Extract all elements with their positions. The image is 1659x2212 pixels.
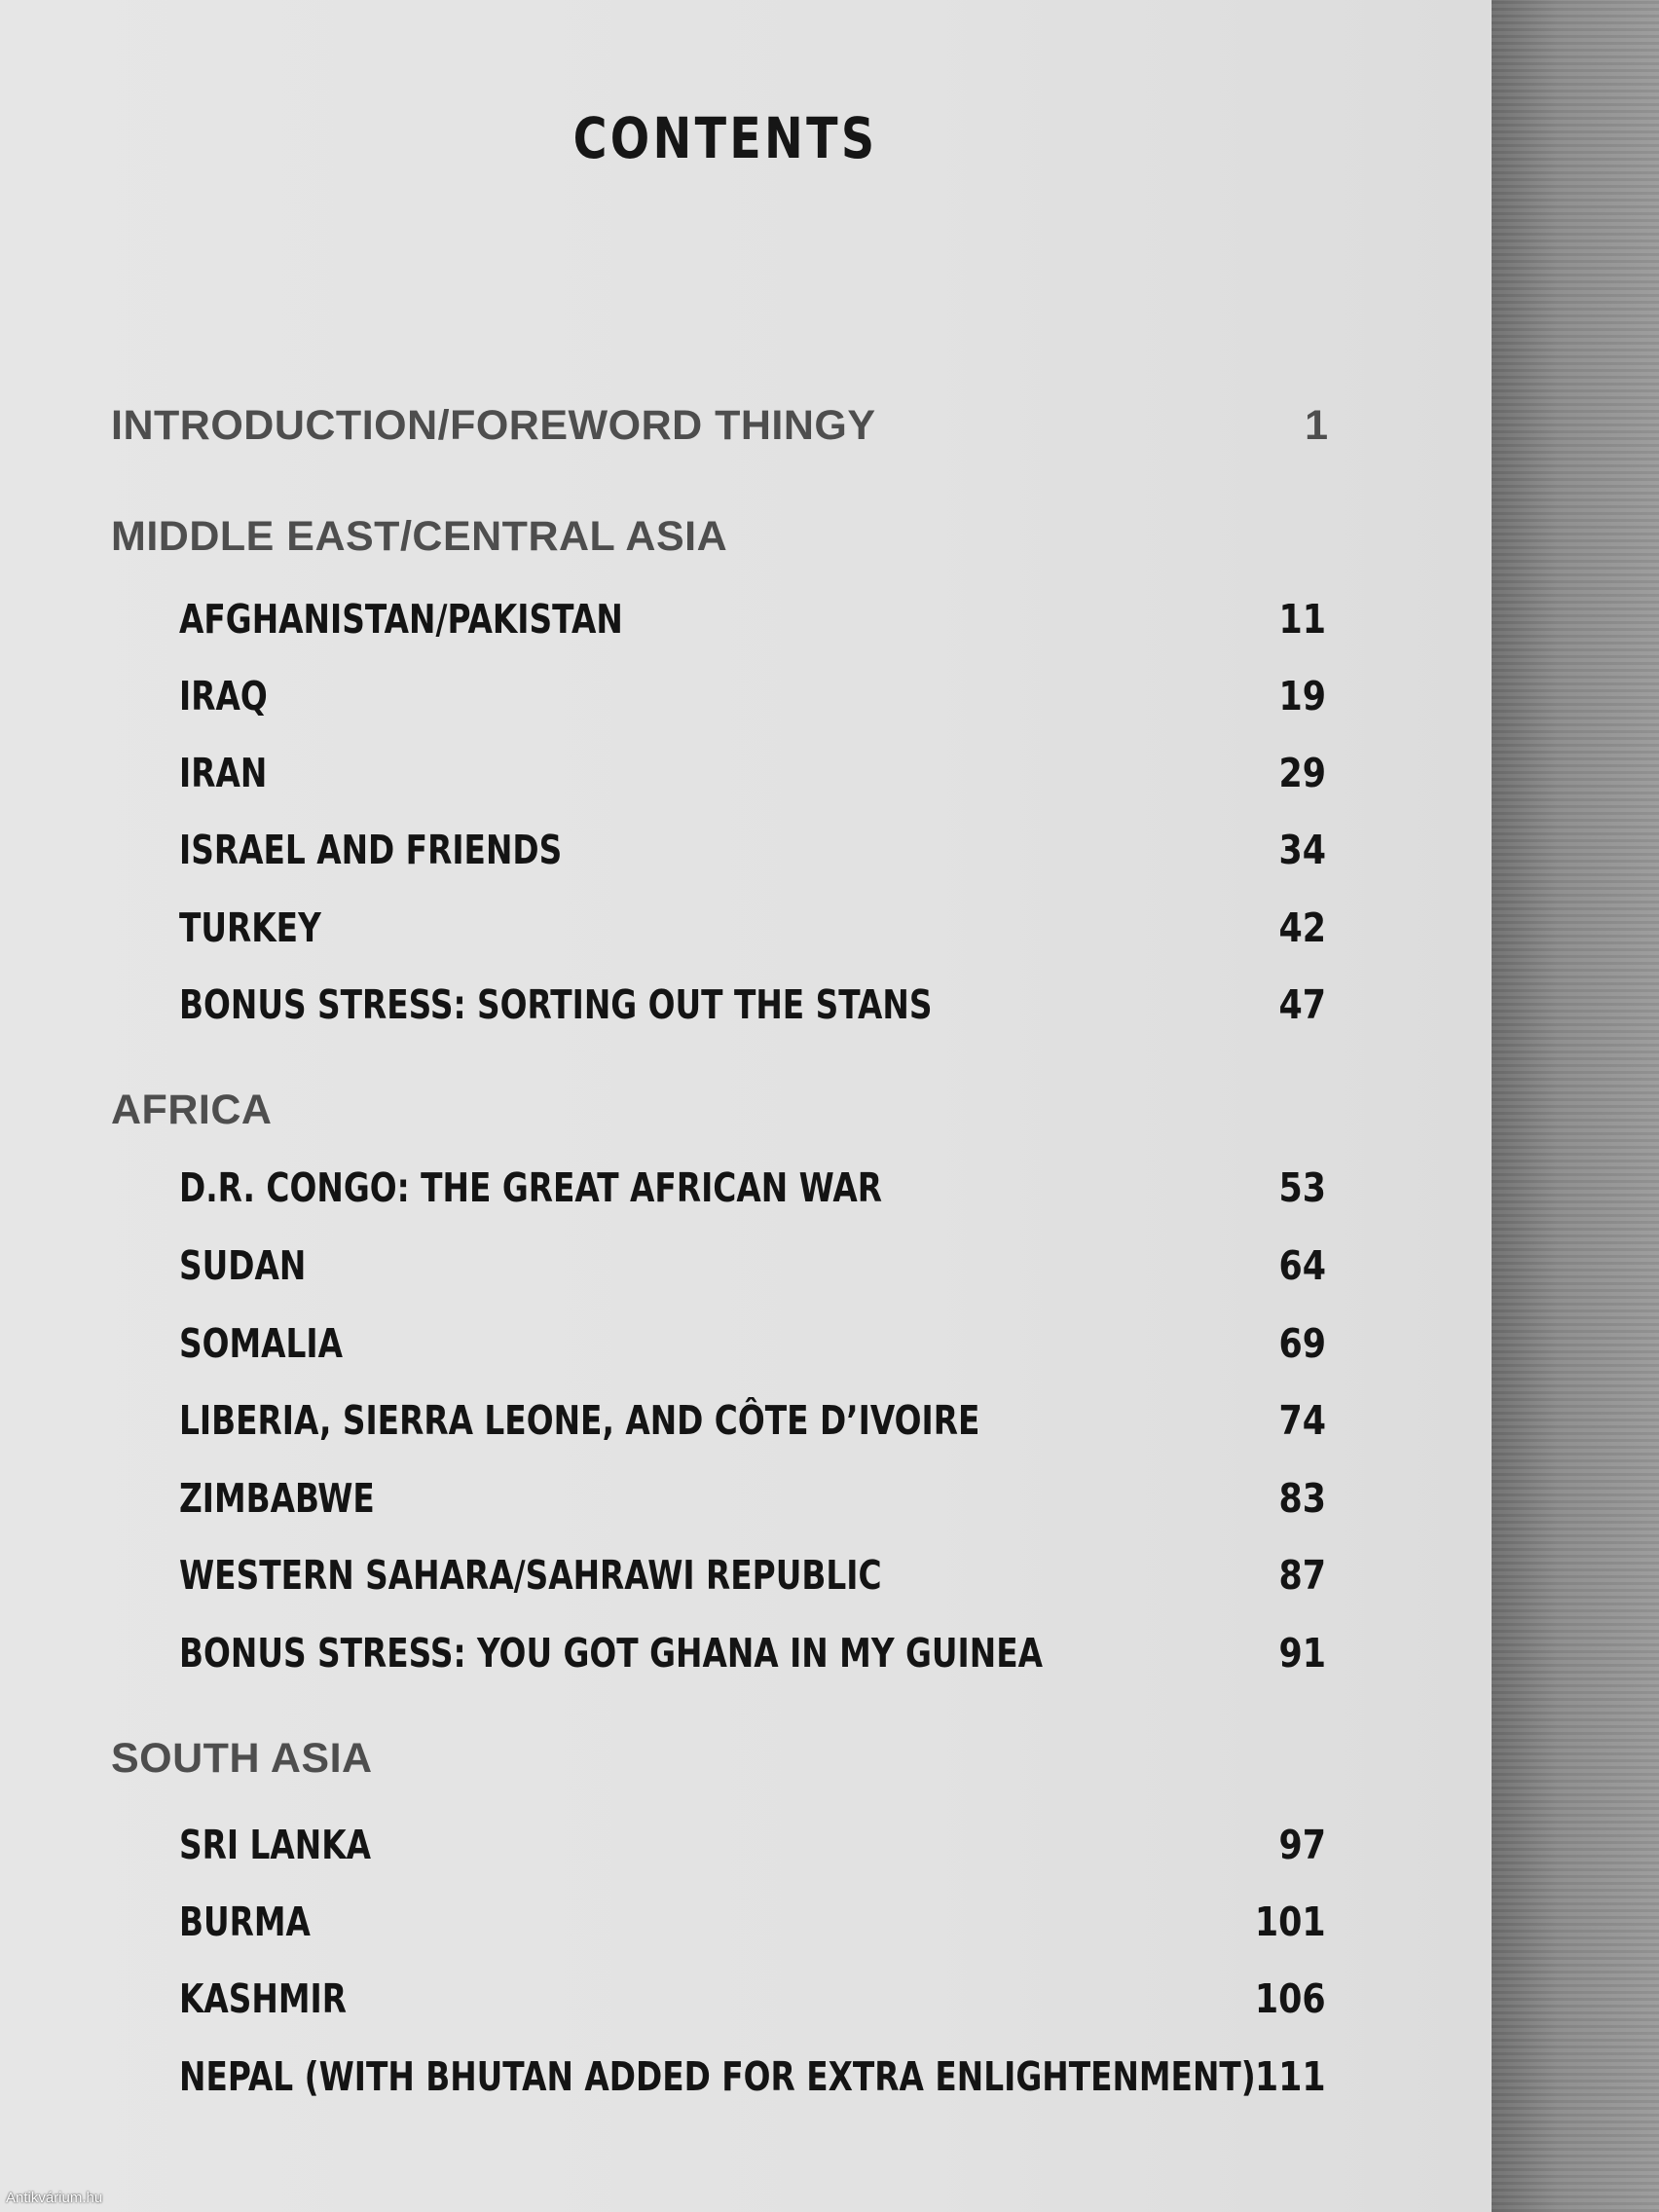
toc-entry bbox=[0, 981, 1492, 1040]
toc-entry-title: NEPAL (WITH BHUTAN ADDED FOR EXTRA ENLIGHTENMENT) bbox=[179, 2053, 1256, 2100]
watermark: Antikvárium.hu bbox=[6, 2190, 103, 2206]
toc-entry bbox=[0, 673, 1492, 731]
toc-entry bbox=[0, 1475, 1492, 1533]
toc-section bbox=[0, 402, 1492, 461]
toc-page-number: 91 bbox=[1278, 1630, 1326, 1677]
toc-entry-title: IRAQ bbox=[179, 673, 268, 719]
toc-entry bbox=[0, 1822, 1492, 1880]
toc-page-number: 53 bbox=[1278, 1164, 1326, 1211]
toc-entry-title: ZIMBABWE bbox=[179, 1475, 375, 1522]
toc-page-number: 87 bbox=[1278, 1552, 1326, 1599]
toc-page-number: 83 bbox=[1278, 1475, 1326, 1522]
toc-entry bbox=[0, 904, 1492, 963]
toc-entry bbox=[0, 1552, 1492, 1610]
toc-section bbox=[0, 513, 1492, 571]
toc-page-number: 111 bbox=[1255, 2053, 1326, 2100]
toc-entry bbox=[0, 827, 1492, 885]
toc-entry bbox=[0, 1397, 1492, 1456]
toc-entry bbox=[0, 1242, 1492, 1301]
toc-page-number: 19 bbox=[1278, 673, 1326, 719]
toc-entry-title: BONUS STRESS: SORTING OUT THE STANS bbox=[179, 981, 933, 1028]
toc-page-number: 97 bbox=[1278, 1822, 1326, 1868]
toc-entry bbox=[0, 1164, 1492, 1223]
toc-entry-title: BONUS STRESS: YOU GOT GHANA IN MY GUINEA bbox=[179, 1630, 1043, 1677]
page-title: CONTENTS bbox=[572, 105, 878, 171]
toc-page-number: 1 bbox=[1305, 402, 1328, 449]
toc-entry bbox=[0, 1899, 1492, 1957]
toc-entry-title: IRAN bbox=[179, 750, 268, 796]
toc-page-number: 106 bbox=[1255, 1975, 1326, 2022]
book-page-edge bbox=[1492, 0, 1659, 2212]
toc-entry-title: ISRAEL AND FRIENDS bbox=[179, 827, 563, 873]
toc-entry bbox=[0, 1975, 1492, 2034]
toc-entry-title: SOMALIA bbox=[179, 1320, 344, 1367]
toc-entry bbox=[0, 1630, 1492, 1688]
toc-page-number: 47 bbox=[1278, 981, 1326, 1028]
toc-entry bbox=[0, 1320, 1492, 1379]
toc-section-title: INTRODUCTION/FOREWORD THINGY bbox=[111, 402, 876, 449]
toc-entry bbox=[0, 2053, 1492, 2112]
toc-page-number: 29 bbox=[1278, 750, 1326, 796]
toc-page-number: 101 bbox=[1255, 1899, 1326, 1945]
toc-page-number: 34 bbox=[1278, 827, 1326, 873]
toc-section bbox=[0, 1735, 1492, 1793]
toc-section-title: SOUTH ASIA bbox=[111, 1735, 373, 1782]
toc-entry-title: AFGHANISTAN/PAKISTAN bbox=[179, 596, 623, 643]
toc-entry-title: D.R. CONGO: THE GREAT AFRICAN WAR bbox=[179, 1164, 882, 1211]
toc-section-title: MIDDLE EAST/CENTRAL ASIA bbox=[111, 513, 728, 560]
toc-page-number: 42 bbox=[1278, 904, 1326, 951]
toc-page-number: 11 bbox=[1278, 596, 1326, 643]
toc-entry-title: KASHMIR bbox=[179, 1975, 347, 2022]
toc-entry-title: BURMA bbox=[179, 1899, 311, 1945]
toc-section-title: AFRICA bbox=[111, 1087, 273, 1133]
toc-page-number: 74 bbox=[1278, 1397, 1326, 1444]
toc-entry-title: LIBERIA, SIERRA LEONE, AND CÔTE D’IVOIRE bbox=[179, 1397, 980, 1444]
toc-entry bbox=[0, 750, 1492, 808]
toc-entry-title: WESTERN SAHARA/SAHRAWI REPUBLIC bbox=[179, 1552, 882, 1599]
toc-entry-title: SUDAN bbox=[179, 1242, 307, 1289]
toc-entry-title: SRI LANKA bbox=[179, 1822, 372, 1868]
toc-section bbox=[0, 1087, 1492, 1145]
toc-page-number: 69 bbox=[1278, 1320, 1326, 1367]
toc-page-number: 64 bbox=[1278, 1242, 1326, 1289]
toc-entry bbox=[0, 596, 1492, 654]
toc-entry-title: TURKEY bbox=[179, 904, 321, 951]
